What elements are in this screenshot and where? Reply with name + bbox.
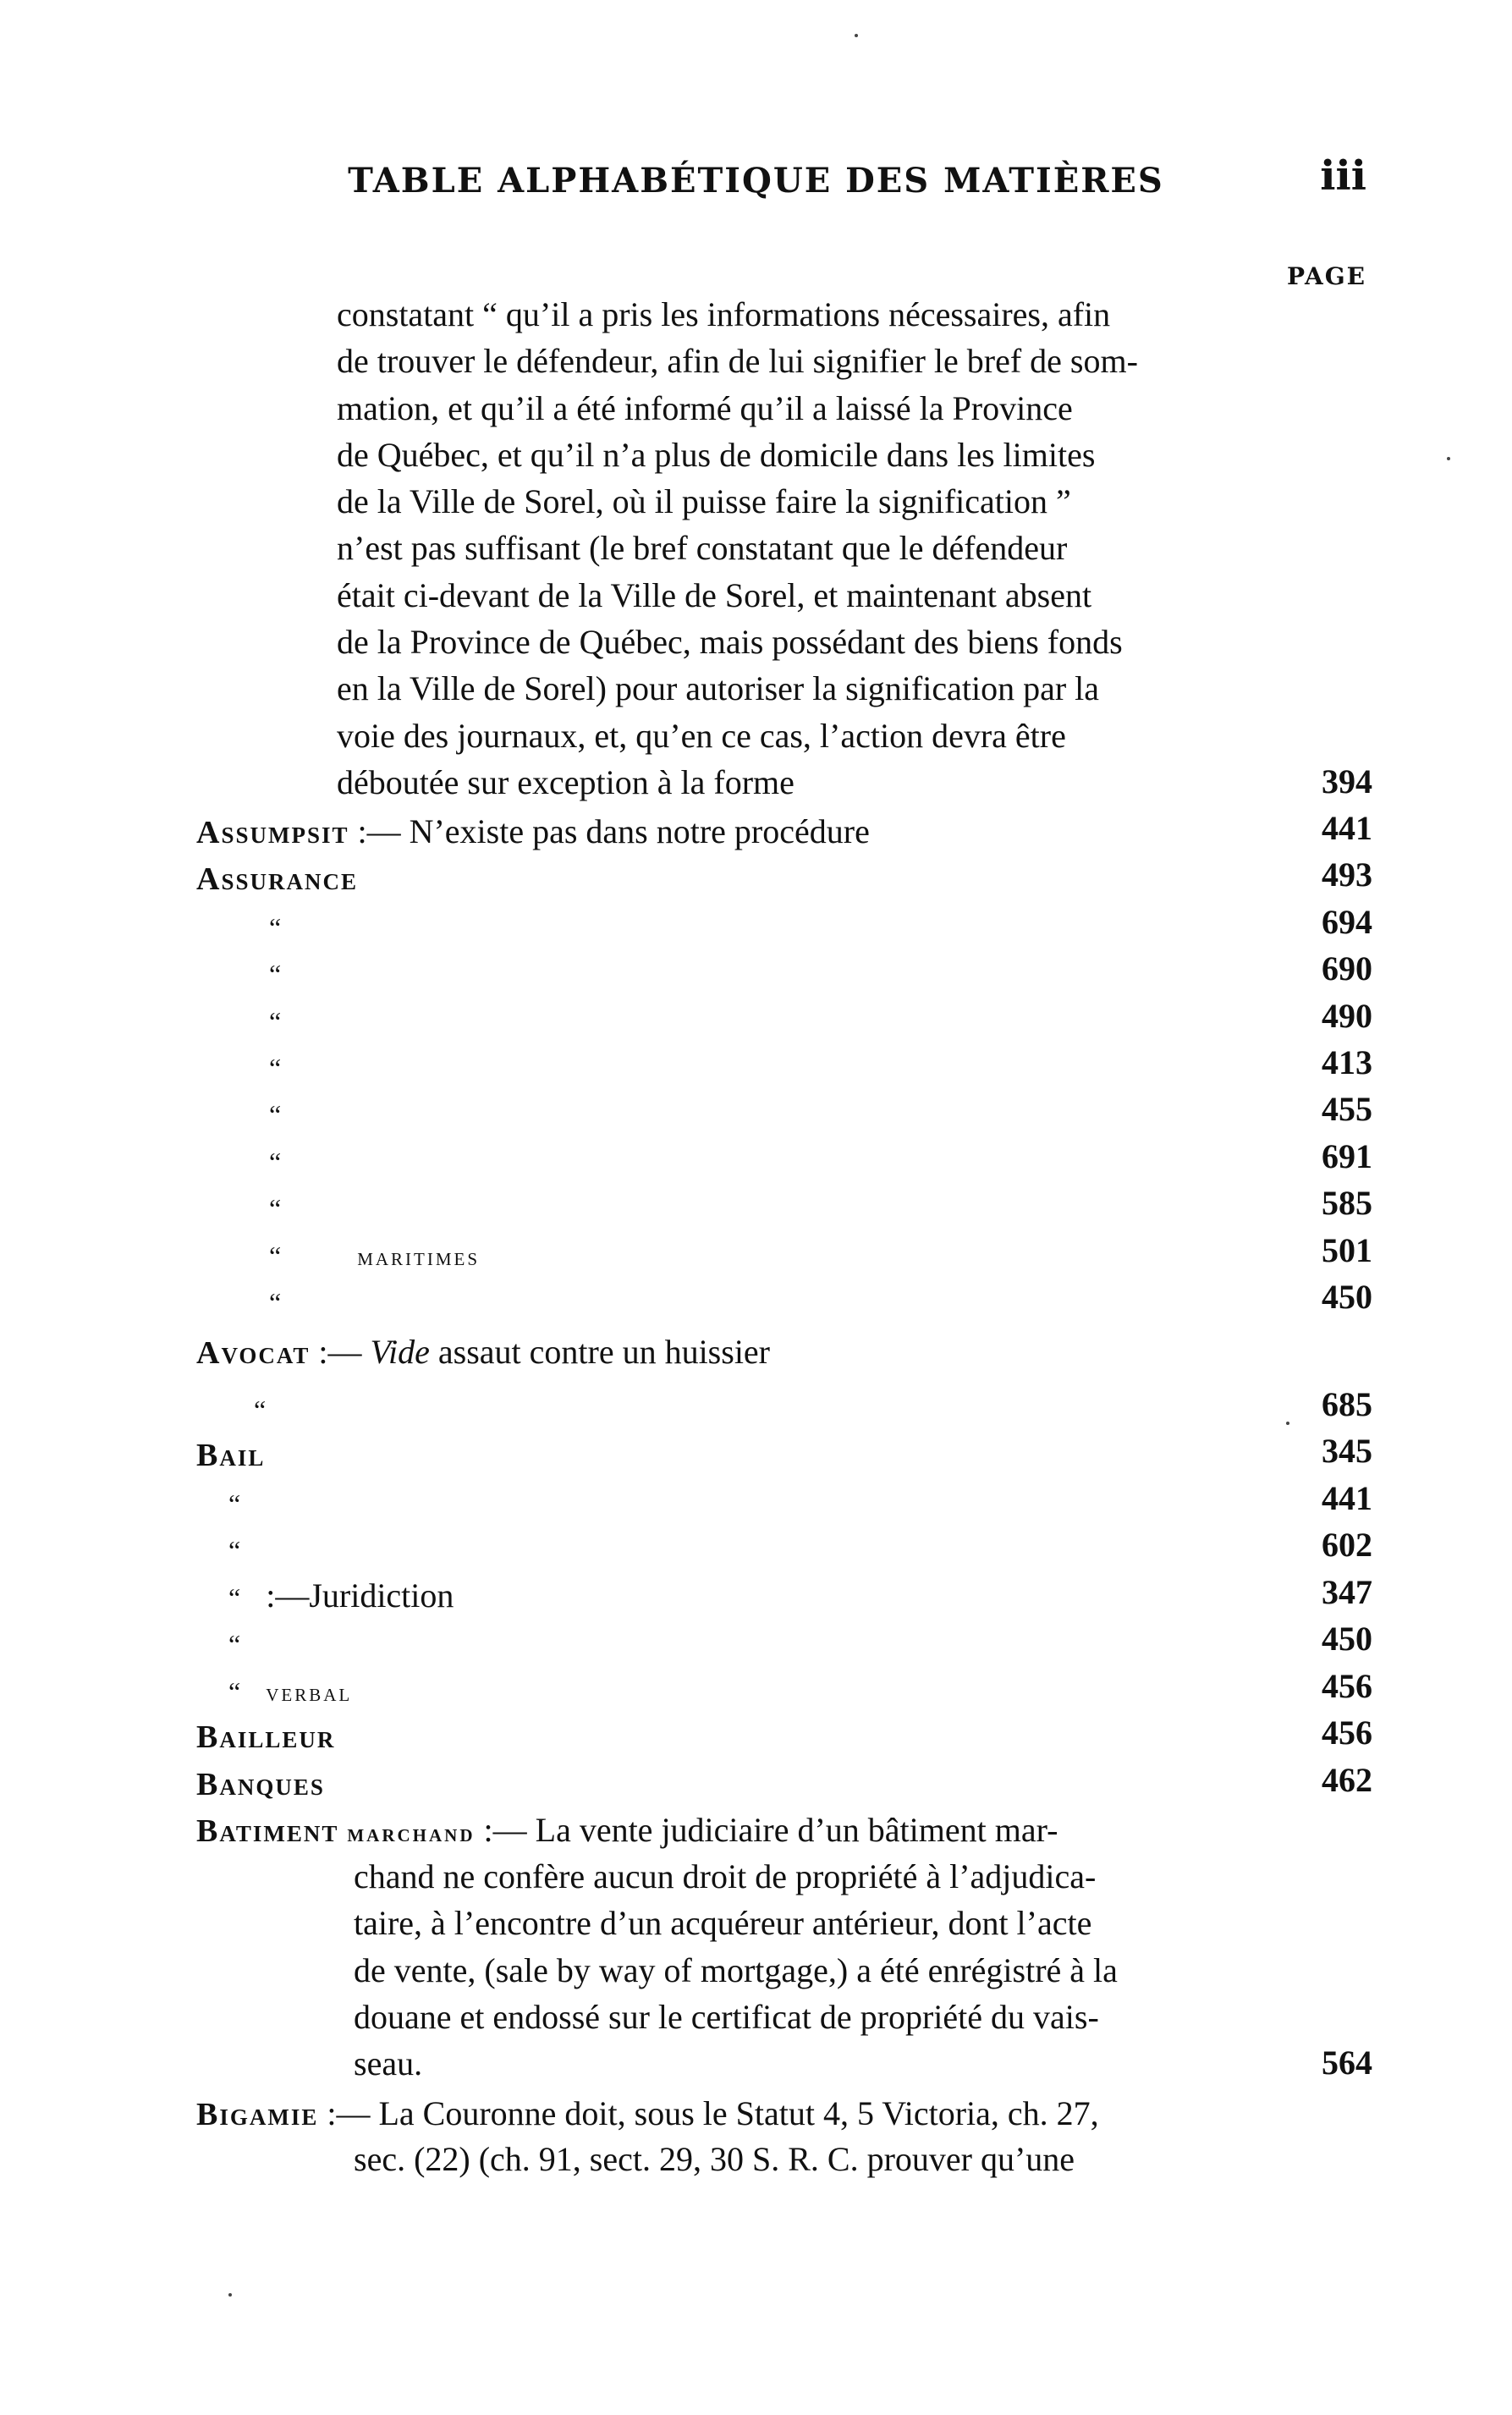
index-entry — [228, 1619, 1405, 1668]
entry-text: :— — [310, 1333, 371, 1371]
text-line: de la Province de Québec, mais possédant des biens fonds — [337, 623, 1123, 662]
page-ref: 450 — [1322, 1278, 1372, 1316]
ditto-mark: “ — [269, 959, 282, 989]
index-entry — [196, 855, 1372, 903]
page-ref: 490 — [1322, 997, 1372, 1035]
entry-text: assaut contre un huissier — [429, 1333, 771, 1371]
entry-heading: Assumpsit — [196, 815, 349, 850]
ditto-mark: “ — [269, 1241, 282, 1271]
index-entry — [196, 1760, 1372, 1808]
text-line: chand ne confère aucun droit de propriété à l’adjudica- — [354, 1857, 1097, 1895]
scan-speck — [1447, 457, 1450, 460]
entry-subheading: marchand — [347, 1819, 476, 1847]
index-entry — [196, 2090, 1372, 2138]
text-line: de trouver le défendeur, afin de lui signifier le bref de som- — [337, 342, 1138, 381]
ditto-mark: “ — [254, 1395, 267, 1425]
intro-paragraph — [337, 291, 1297, 806]
page-ref: 690 — [1322, 949, 1372, 987]
page-number: iii — [1320, 152, 1366, 200]
entry-text-italic: Vide — [370, 1333, 430, 1371]
page-ref: 462 — [1322, 1761, 1372, 1799]
text-line: déboutée sur exception à la forme — [337, 762, 794, 801]
text-line: seau. — [354, 2044, 423, 2083]
entry-continuation — [354, 1853, 1301, 2087]
entry-heading: Bigamie — [196, 2097, 319, 2132]
page-ref: 691 — [1322, 1137, 1372, 1175]
ditto-mark: “ — [228, 1629, 241, 1659]
entry-heading: Bail — [196, 1438, 266, 1473]
index-entry — [269, 1042, 1445, 1092]
entry-heading: Batiment — [196, 1813, 339, 1849]
text-line: douane et endossé sur le certificat de propriété du vais- — [354, 1997, 1099, 2036]
page-ref: 685 — [1322, 1385, 1372, 1423]
page-ref: 501 — [1322, 1231, 1372, 1269]
page-ref: 585 — [1322, 1184, 1372, 1222]
index-entry — [269, 902, 1445, 951]
page-ref: 602 — [1322, 1526, 1372, 1564]
entry-text: :— N’existe pas dans notre procédure — [349, 812, 870, 850]
index-entry — [269, 1136, 1445, 1185]
page-ref: 347 — [1322, 1573, 1372, 1611]
scan-speck — [228, 2293, 232, 2297]
index-entry — [228, 1572, 1405, 1621]
entry-text: :— La vente judiciaire d’un bâtiment mar- — [475, 1811, 1058, 1849]
index-entry — [196, 1431, 1372, 1479]
entry-heading: Assurance — [196, 861, 358, 897]
entry-subheading: verbal — [266, 1679, 353, 1707]
entry-subheading: maritimes — [357, 1243, 481, 1271]
index-entry — [228, 1666, 1405, 1716]
ditto-mark: “ — [269, 1099, 282, 1130]
index-entry — [228, 1478, 1405, 1527]
entry-heading: Banques — [196, 1767, 325, 1802]
entry-text: :—Juridiction — [257, 1576, 454, 1615]
page-ref: 694 — [1322, 903, 1372, 941]
index-entry — [269, 1183, 1445, 1232]
page-ref: 450 — [1322, 1620, 1372, 1658]
scan-speck — [1286, 1422, 1289, 1425]
text-line: n’est pas suffisant (le bref constatant que le défendeur — [337, 529, 1068, 568]
index-entry — [269, 996, 1445, 1045]
text-line: sec. (22) (ch. 91, sect. 29, 30 S. R. C. prouver qu’une — [354, 2140, 1075, 2178]
page-ref: 493 — [1322, 855, 1372, 894]
ditto-mark: “ — [228, 1582, 241, 1613]
index-entry — [196, 808, 1372, 856]
ditto-mark: “ — [269, 1006, 282, 1037]
text-line: de Québec, et qu’il n’a plus de domicile dans les limites — [337, 435, 1096, 474]
index-entry — [254, 1384, 1430, 1433]
text-line: mation, et qu’il a été informé qu’il a laissé la Province — [337, 388, 1073, 427]
text-line: constatant “ qu’il a pris les informations nécessaires, afin — [337, 295, 1111, 333]
text-line: en la Ville de Sorel) pour autoriser la signification par la — [337, 669, 1100, 708]
page-ref: 456 — [1322, 1667, 1372, 1705]
text-line: était ci-devant de la Ville de Sorel, et maintenant absent — [337, 575, 1092, 614]
entry-heading: Bailleur — [196, 1719, 336, 1755]
ditto-mark: “ — [228, 1676, 241, 1707]
page-ref: 394 — [1322, 762, 1372, 800]
ditto-mark: “ — [269, 1193, 282, 1224]
entry-continuation — [354, 2136, 1301, 2182]
page-ref: 441 — [1322, 1479, 1372, 1517]
index-entry — [196, 1329, 1372, 1377]
index-entry — [269, 1089, 1445, 1138]
page-column-label: PAGE — [1287, 262, 1366, 290]
page-ref: 455 — [1322, 1090, 1372, 1128]
ditto-mark: “ — [269, 1147, 282, 1177]
text-line: de la Ville de Sorel, où il puisse faire la signification ” — [337, 482, 1071, 521]
page-ref: 564 — [1322, 2044, 1372, 2082]
entry-text: :— La Couronne doit, sous le Statut 4, 5 Victoria, ch. 27, — [318, 2094, 1099, 2132]
entry-heading: Avocat — [196, 1335, 311, 1371]
text-line: taire, à l’encontre d’un acquéreur antérieur, dont l’acte — [354, 1904, 1092, 1943]
index-entry — [196, 1713, 1372, 1761]
ditto-mark: “ — [269, 1053, 282, 1083]
page-ref: 413 — [1322, 1043, 1372, 1081]
text-line: de vente, (sale by way of mortgage,) a été enrégistré à la — [354, 1950, 1118, 1989]
page-ref: 345 — [1322, 1432, 1372, 1470]
page-ref: 456 — [1322, 1714, 1372, 1752]
page-title: TABLE ALPHABÉTIQUE DES MATIÈRES — [348, 161, 1164, 201]
index-entry — [269, 1230, 1445, 1280]
scan-speck — [855, 34, 858, 37]
ditto-mark: “ — [269, 1287, 282, 1318]
ditto-mark: “ — [269, 912, 282, 943]
ditto-mark: “ — [228, 1535, 241, 1565]
index-entry — [196, 1807, 1372, 1857]
page-ref: 441 — [1322, 809, 1372, 847]
index-entry — [228, 1525, 1405, 1574]
text-line: voie des journaux, et, qu’en ce cas, l’action devra être — [337, 716, 1066, 755]
ditto-mark: “ — [228, 1488, 241, 1519]
index-entry — [269, 1277, 1445, 1326]
index-entry — [269, 949, 1445, 998]
